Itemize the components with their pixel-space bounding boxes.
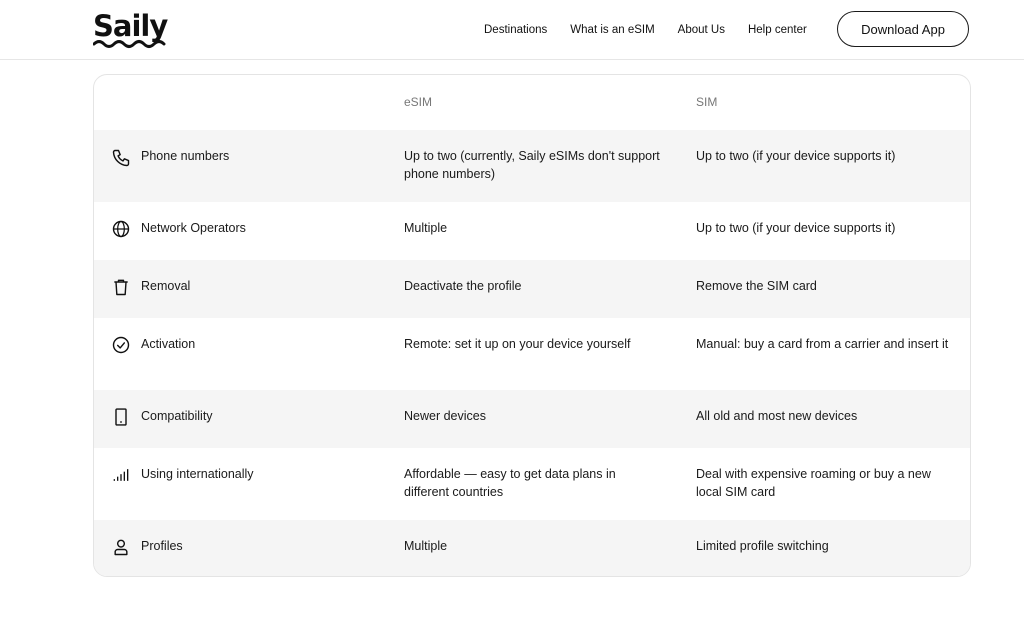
table-row — [94, 202, 970, 260]
device-icon — [111, 407, 131, 427]
sim-value: Deal with expensive roaming or buy a new local SIM card — [696, 467, 931, 499]
esim-value: Newer devices — [404, 409, 486, 423]
site-header — [0, 0, 1024, 60]
globe-icon — [111, 219, 131, 239]
nav-help-center[interactable]: Help center — [747, 24, 807, 36]
phone-icon — [111, 148, 131, 168]
logo-text: Saily — [93, 9, 168, 43]
table-row — [94, 390, 970, 448]
wave-icon — [93, 39, 169, 49]
table-row — [94, 130, 970, 202]
column-header-sim: SIM — [696, 95, 718, 109]
row-label: Using internationally — [141, 467, 254, 481]
table-row — [94, 520, 970, 577]
esim-value: Affordable — easy to get data plans in different countries — [404, 467, 616, 499]
row-label: Compatibility — [141, 409, 213, 423]
comparison-table — [93, 74, 971, 577]
esim-value: Multiple — [404, 539, 448, 553]
nav-what-is-esim[interactable]: What is an eSIM — [570, 24, 655, 36]
user-icon — [111, 537, 131, 557]
table-row — [94, 448, 970, 520]
sim-value: Limited profile switching — [696, 539, 829, 553]
sim-value: Remove the SIM card — [696, 279, 817, 293]
trash-icon — [111, 277, 131, 297]
sim-value: Up to two (if your device supports it) — [696, 149, 896, 163]
sim-value: Manual: buy a card from a carrier and insert it — [696, 337, 949, 351]
table-row — [94, 260, 970, 318]
esim-value: Remote: set it up on your device yourself — [404, 337, 631, 351]
column-header-esim: eSIM — [404, 95, 433, 109]
saily-logo[interactable] — [93, 9, 173, 49]
row-label: Phone numbers — [141, 149, 230, 163]
esim-value: Multiple — [404, 221, 448, 235]
row-label: Activation — [141, 337, 196, 351]
row-label: Removal — [141, 279, 191, 293]
nav-destinations[interactable]: Destinations — [484, 24, 548, 36]
esim-value: Deactivate the profile — [404, 279, 522, 293]
signal-icon — [111, 465, 131, 485]
sim-value: Up to two (if your device supports it) — [696, 221, 896, 235]
download-app-button[interactable]: Download App — [837, 11, 969, 47]
row-label: Profiles — [141, 539, 183, 553]
esim-value: Up to two (currently, Saily eSIMs don't support phone numbers) — [404, 149, 660, 181]
nav-about-us[interactable]: About Us — [677, 24, 725, 36]
check-circle-icon — [111, 335, 131, 355]
table-header — [94, 75, 970, 130]
main-nav — [484, 21, 830, 39]
row-label: Network Operators — [141, 221, 246, 235]
table-row — [94, 318, 970, 390]
sim-value: All old and most new devices — [696, 409, 858, 423]
